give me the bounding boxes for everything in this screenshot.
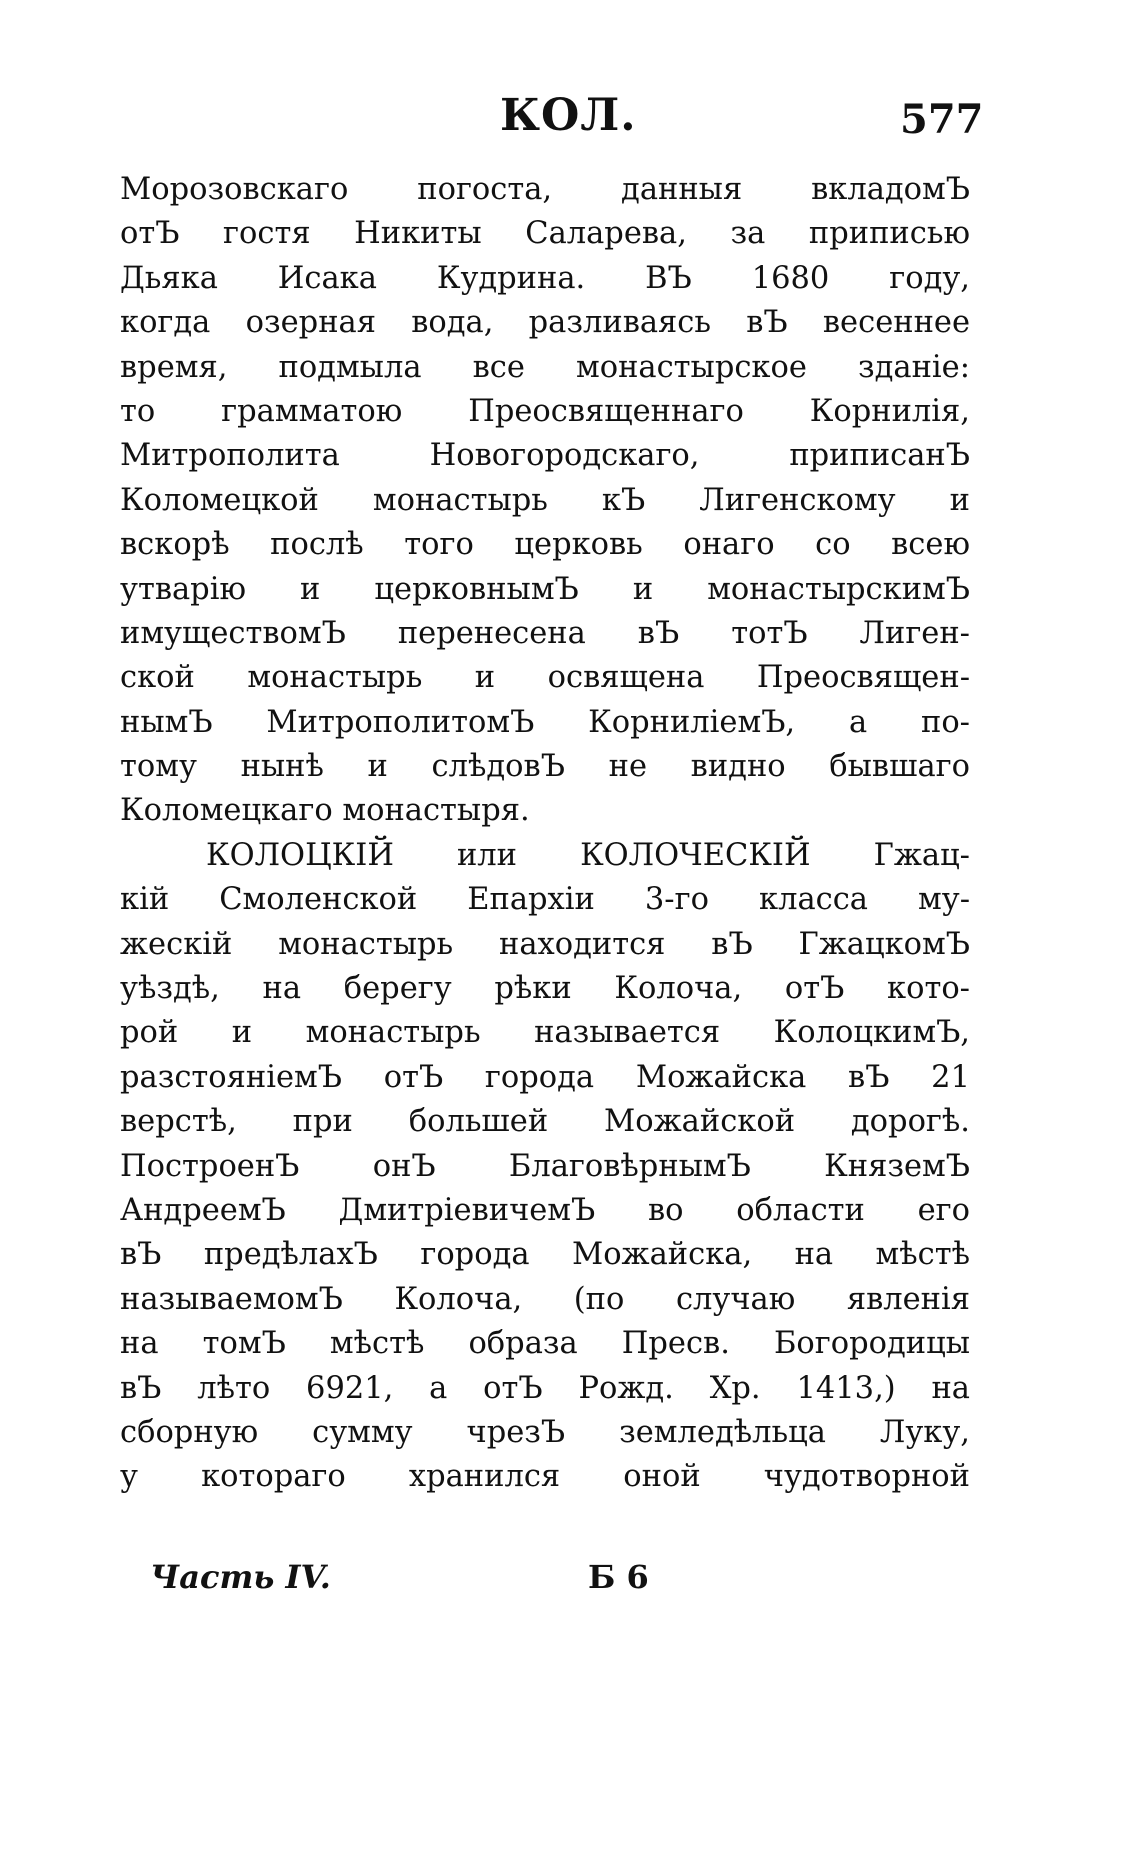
page-number: 577: [900, 96, 984, 143]
text-line: то грамматою Преосвященнаго Корнилія,: [120, 393, 970, 429]
entry-heading-line: КОЛОЦКІЙ или КОЛОЧЕСКІЙ Гжац-: [206, 837, 970, 873]
running-head: КОЛ.: [500, 90, 637, 141]
text-line: ПостроенЪ онЪ БлаговѣрнымЪ КняземЪ: [120, 1148, 970, 1184]
text-line: рой и монастырь называется КолоцкимЪ,: [120, 1015, 970, 1051]
text-line: имуществомЪ перенесена вЪ тотЪ Лиген-: [120, 615, 970, 651]
text-line: верстѣ, при большей Можайской дорогѣ.: [120, 1104, 970, 1140]
text-line: Митрополита Новогородскаго, приписанЪ: [120, 438, 970, 474]
text-line: кій Смоленской Епархіи 3-го класса му-: [120, 882, 970, 918]
text-line: когда озерная вода, разливаясь вЪ весеннее: [120, 305, 970, 341]
text-line: сборную сумму чрезЪ земледѣльца Луку,: [120, 1414, 970, 1450]
text-line: разстояніемЪ отЪ города Можайска вЪ 21: [120, 1059, 970, 1095]
text-line: Дьяка Исака Кудрина. ВЪ 1680 году,: [120, 260, 970, 296]
part-label: Часть IV.: [150, 1558, 331, 1596]
text-line: уѣздѣ, на берегу рѣки Колоча, отЪ кото-: [120, 971, 970, 1007]
text-line: утварію и церковнымЪ и монастырскимЪ: [120, 571, 970, 607]
text-line: называемомЪ Колоча, (по случаю явленія: [120, 1281, 970, 1317]
text-line: время, подмыла все монастырское зданіе:: [120, 349, 970, 385]
text-line: нымЪ МитрополитомЪ КорниліемЪ, а по-: [120, 704, 970, 740]
text-line: Морозовскаго погоста, данныя вкладомЪ: [120, 172, 970, 207]
text-line: у котораго хранился оной чудотворной: [120, 1459, 970, 1495]
text-line: Коломецкой монастырь кЪ Лигенскому и: [120, 482, 970, 518]
text-line: вЪ предѣлахЪ города Можайска, на мѣстѣ: [120, 1237, 970, 1273]
body-text: [120, 168, 970, 1500]
text-line: Коломецкаго монастыря.: [120, 793, 530, 829]
text-line: тому нынѣ и слѣдовЪ не видно бывшаго: [120, 749, 970, 785]
text-line: АндреемЪ ДмитріевичемЪ во области его: [120, 1192, 970, 1228]
text-line: вскорѣ послѣ того церковь онаго со всею: [120, 527, 970, 563]
text-line: на томЪ мѣстѣ образа Пресв. Богородицы: [120, 1326, 970, 1362]
text-line: жескій монастырь находится вЪ ГжацкомЪ: [120, 926, 970, 962]
text-line: ской монастырь и освящена Преосвящен-: [120, 660, 970, 696]
text-line: отЪ гостя Никиты Саларева, за приписью: [120, 216, 970, 252]
text-line: вЪ лѣто 6921, а отЪ Рожд. Хр. 1413,) на: [120, 1370, 970, 1406]
signature-mark: Б 6: [588, 1558, 649, 1596]
